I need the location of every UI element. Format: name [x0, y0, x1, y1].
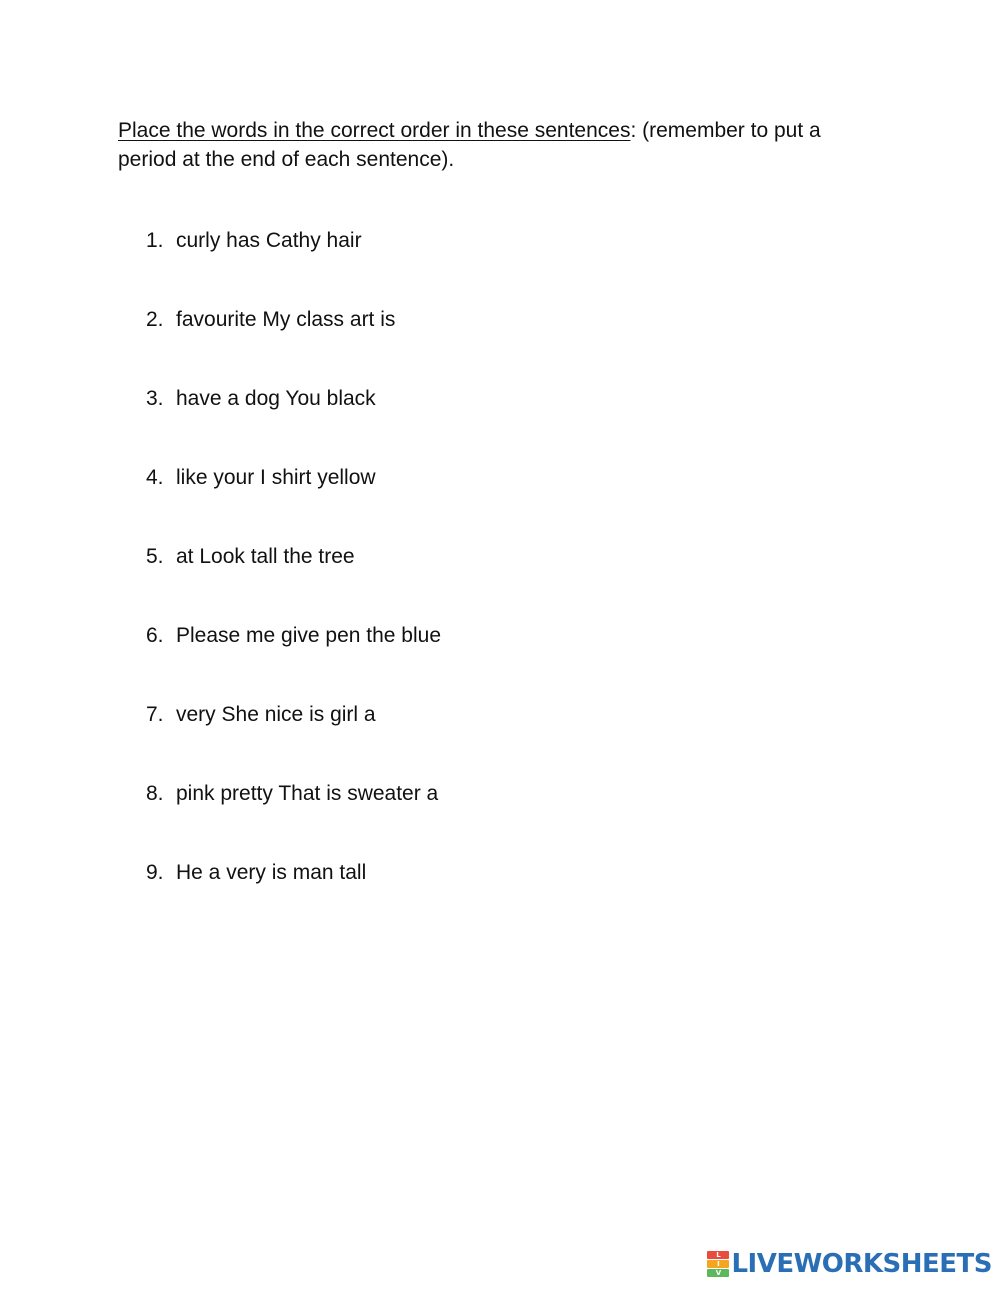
item-text: curly has Cathy hair: [176, 229, 362, 252]
logo-mark-letter: V: [707, 1269, 729, 1277]
item-number: 4.: [146, 466, 164, 489]
list-item: [146, 621, 441, 700]
item-text: favourite My class art is: [176, 308, 396, 331]
item-number: 2.: [146, 308, 164, 331]
item-text: very She nice is girl a: [176, 703, 376, 726]
list-item: [146, 463, 441, 542]
list-item: [146, 226, 441, 305]
item-text: at Look tall the tree: [176, 545, 355, 568]
logo-text: LIVEWORKSHEETS: [731, 1249, 992, 1279]
instructions-rest: : (remember to put a period at the end of each sentence).: [118, 119, 821, 171]
list-item: [146, 700, 441, 779]
item-number: 6.: [146, 624, 164, 647]
logo-mark-letter: I: [707, 1260, 729, 1268]
item-number: 3.: [146, 387, 164, 410]
item-text: have a dog You black: [176, 387, 376, 410]
instructions-underlined: Place the words in the correct order in these sentences: [118, 119, 631, 142]
list-item: [146, 779, 441, 858]
logo-mark-letter: L: [707, 1251, 729, 1259]
item-text: Please me give pen the blue: [176, 624, 442, 647]
sentence-list: [146, 226, 441, 937]
item-text: He a very is man tall: [176, 861, 367, 884]
instructions: [118, 116, 878, 174]
list-item: [146, 542, 441, 621]
item-number: 8.: [146, 782, 164, 805]
item-number: 7.: [146, 703, 164, 726]
item-number: 9.: [146, 861, 164, 884]
list-item: [146, 305, 441, 384]
list-item: [146, 384, 441, 463]
item-text: like your I shirt yellow: [176, 466, 376, 489]
list-item: [146, 858, 441, 937]
logo-mark-icon: [707, 1251, 729, 1277]
item-number: 1.: [146, 229, 164, 252]
item-number: 5.: [146, 545, 164, 568]
item-text: pink pretty That is sweater a: [176, 782, 439, 805]
liveworksheets-logo: [707, 1247, 992, 1281]
